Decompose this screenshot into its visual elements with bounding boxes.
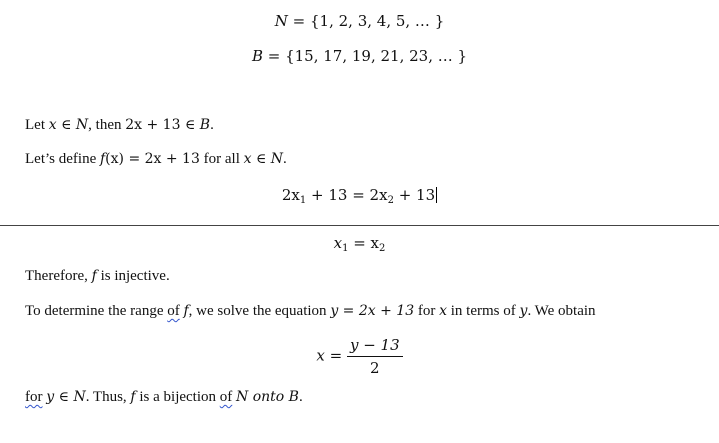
text-run: Let	[25, 117, 49, 133]
symbol-n: N	[274, 12, 288, 30]
text-run: . We obtain	[527, 303, 596, 319]
text-run: To determine the range	[25, 303, 168, 319]
subscript: 2	[379, 243, 386, 254]
var-n: N	[75, 117, 89, 133]
text-run: . Thus,	[85, 389, 131, 405]
var-x: x	[48, 117, 57, 133]
grammar-flag[interactable]: of	[219, 389, 233, 405]
func-f: f	[99, 151, 106, 167]
fraction	[347, 336, 403, 377]
function-definition: (x) = 2x + 13	[105, 151, 200, 167]
var-b: B	[199, 117, 211, 133]
text-run: , we solve the equation	[188, 303, 331, 319]
set-n-elements: = {1, 2, 3, 4, 5, … }	[292, 12, 445, 30]
subscript: 1	[342, 243, 349, 254]
func-f: f	[91, 268, 97, 284]
element-of: ∈	[251, 151, 271, 167]
var-x: x	[439, 303, 448, 319]
text-run: Therefore,	[25, 268, 92, 284]
text-run: Let’s define	[25, 151, 100, 167]
term: + 13 = 2x	[306, 186, 388, 204]
grammar-flag[interactable]: of	[167, 303, 180, 319]
period: .	[298, 389, 303, 405]
set-b-elements: = {15, 17, 19, 21, 23, … }	[267, 47, 468, 65]
expression: 2x + 13 ∈	[125, 117, 200, 133]
text-cursor	[436, 187, 437, 203]
element-of: ∈	[54, 389, 74, 405]
equation-injective[interactable]	[0, 186, 719, 206]
text-run: is injective.	[96, 268, 170, 284]
term: = x	[348, 234, 380, 252]
lhs: x =	[316, 346, 343, 365]
bijection-sets: N onto B	[236, 389, 299, 405]
text-run: for	[414, 303, 440, 319]
var-y: y	[519, 303, 528, 319]
page-break-divider	[0, 225, 719, 226]
subscript: 2	[387, 195, 394, 206]
solution-equation	[0, 336, 719, 377]
func-f: f	[130, 389, 136, 405]
var-n: N	[73, 389, 86, 405]
numerator: y − 13	[347, 336, 403, 357]
func-f: f	[183, 303, 189, 319]
term: + 13	[393, 186, 436, 204]
set-b-equation	[0, 47, 719, 65]
set-n-equation	[0, 12, 719, 30]
var-x: x	[243, 151, 252, 167]
var-n: N	[270, 151, 284, 167]
equation-x1-x2	[0, 234, 719, 254]
grammar-flag[interactable]: for	[25, 389, 43, 405]
symbol-b: B	[251, 47, 263, 65]
therefore-statement	[25, 268, 170, 285]
text-run: , then	[88, 117, 126, 133]
text-run: is a bijection	[135, 389, 220, 405]
element-of: ∈	[56, 117, 76, 133]
denominator: 2	[370, 359, 380, 377]
var-y: y	[46, 389, 55, 405]
text-run: in terms of	[447, 303, 520, 319]
let-statement	[25, 117, 214, 134]
subscript: 1	[299, 195, 307, 206]
equation-inline: y = 2x + 13	[330, 303, 415, 319]
range-statement	[25, 303, 596, 320]
definition-statement	[25, 151, 287, 168]
conclusion-statement	[25, 389, 303, 406]
period: .	[283, 151, 287, 167]
text-run: for all	[199, 151, 244, 167]
term: 2x	[281, 186, 300, 204]
period: .	[210, 117, 214, 133]
var-x: x	[333, 234, 343, 252]
